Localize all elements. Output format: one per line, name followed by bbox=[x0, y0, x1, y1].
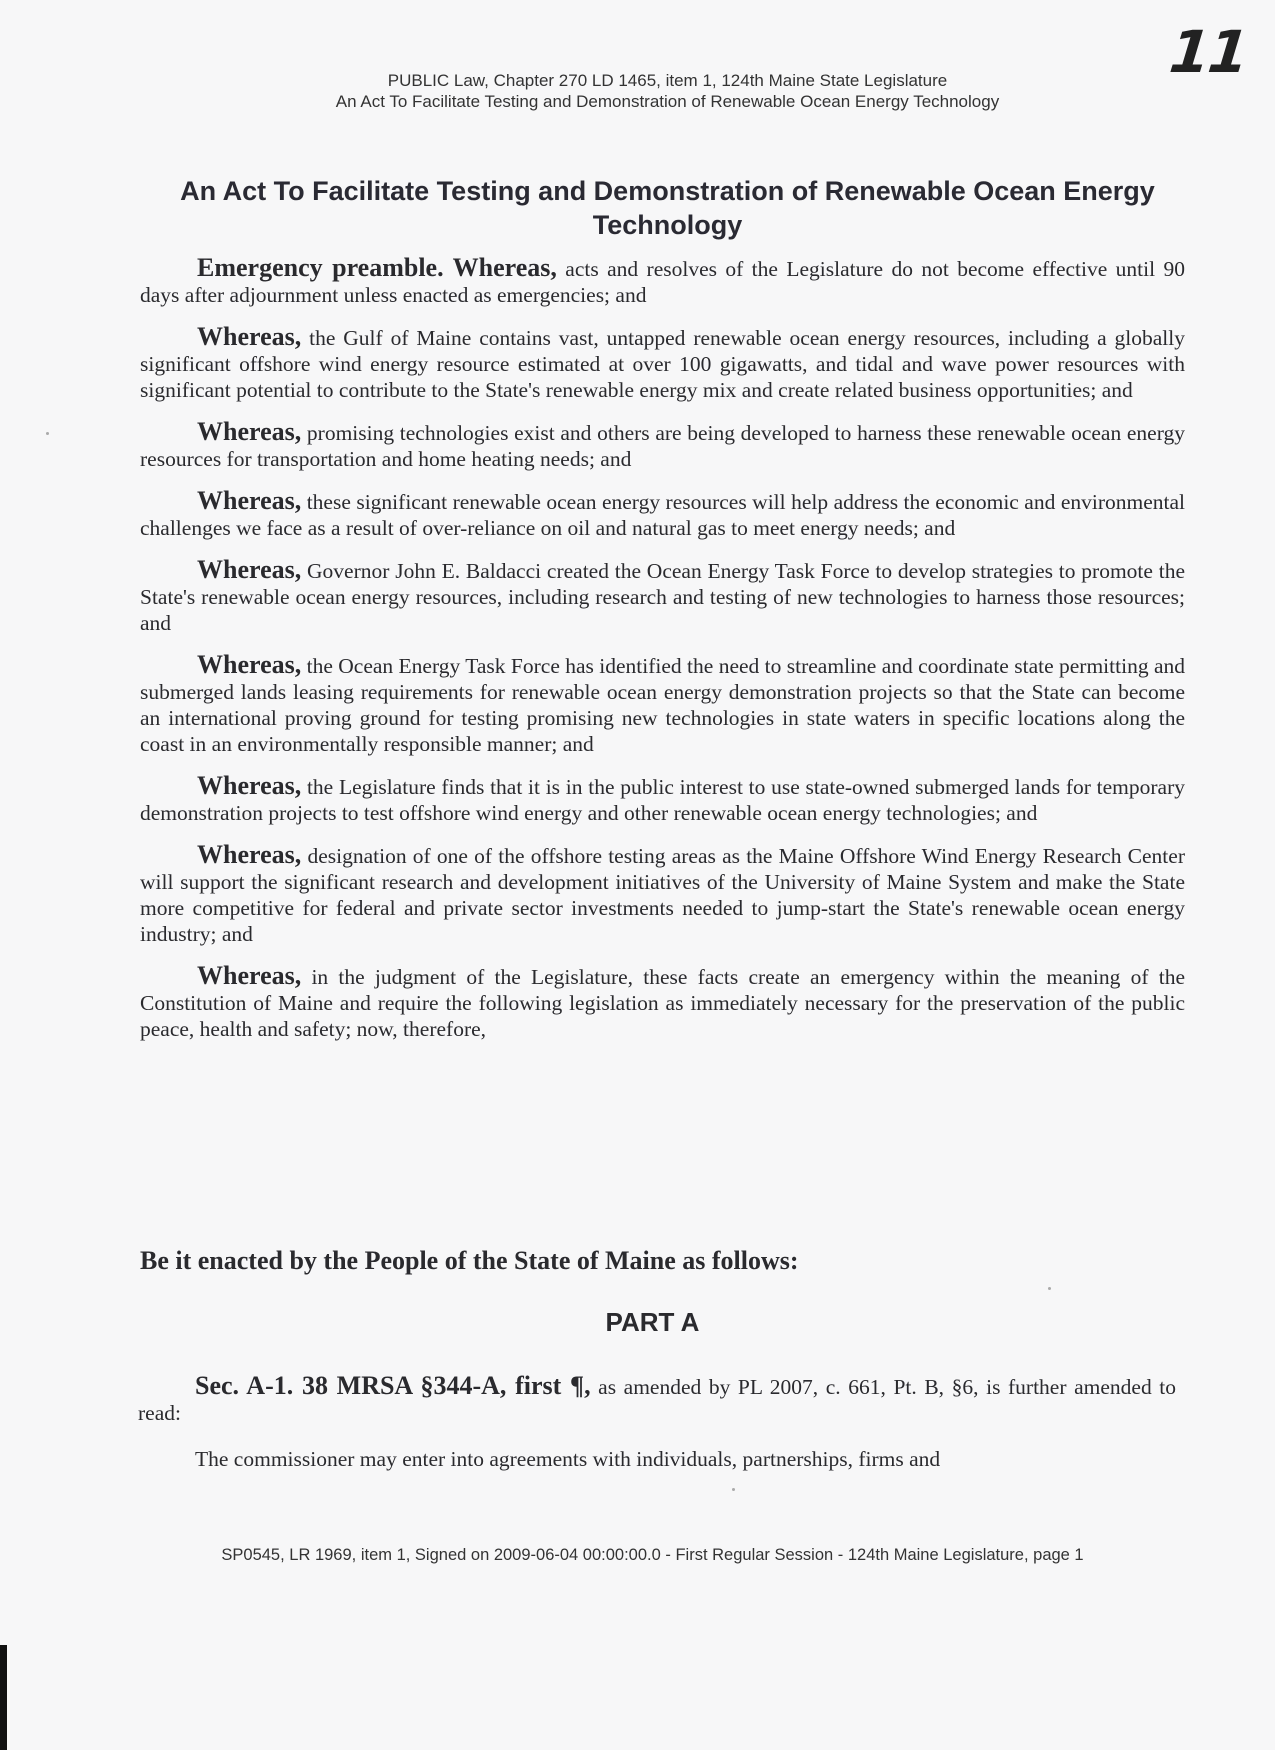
enacting-clause: Be it enacted by the People of the State of Maine as follows: bbox=[140, 1246, 799, 1275]
paragraph-text: the Legislature finds that it is in the public interest to use state-owned submerged lands for temporary demonstration projects to test offshore wind energy and other renewable ocean energy technologies; and bbox=[140, 775, 1185, 825]
paragraph-lead: Whereas, bbox=[197, 840, 302, 869]
paragraph-lead: Whereas, bbox=[197, 771, 302, 800]
scan-speck bbox=[46, 432, 49, 435]
page-footer: SP0545, LR 1969, item 1, Signed on 2009-06-04 00:00:00.0 - First Regular Session - 124th Maine Legislature, page 1 bbox=[221, 1546, 1084, 1564]
preamble-paragraph bbox=[140, 255, 1185, 308]
header-line-2: An Act To Facilitate Testing and Demonstration of Renewable Ocean Energy Technology bbox=[335, 92, 1000, 111]
paragraph-text: promising technologies exist and others are being developed to harness these renewable ocean energy resources for transportation and home heating needs; and bbox=[140, 421, 1185, 471]
scan-speck bbox=[1048, 1287, 1051, 1290]
paragraph-text: acts and resolves of the Legislature do not become effective until 90 days after adjournment unless enacted as emergencies; and bbox=[140, 257, 1185, 307]
preamble-paragraph bbox=[140, 963, 1185, 1042]
paragraph-lead: Whereas, bbox=[197, 961, 302, 990]
section-continuation: The commissioner may enter into agreements with individuals, partnerships, firms and bbox=[195, 1447, 941, 1471]
scan-speck bbox=[732, 1488, 735, 1491]
preamble-paragraph bbox=[140, 773, 1185, 826]
paragraph-lead: Whereas, bbox=[197, 555, 302, 584]
section-lead: Sec. A-1. 38 MRSA §344-A, first ¶, bbox=[195, 1371, 591, 1400]
paragraph-lead: Whereas, bbox=[197, 417, 302, 446]
paragraph-lead: Whereas, bbox=[197, 486, 302, 515]
section-a-1 bbox=[138, 1373, 1176, 1492]
section-text: as amended by PL 2007, c. 661, Pt. B, §6, is further amended to read: bbox=[138, 1375, 1176, 1425]
paragraph-text: these significant renewable ocean energy resources will help address the economic and environmental challenges we face as a result of over-reliance on oil and natural gas to meet energy needs; and bbox=[140, 490, 1185, 540]
preamble-paragraph bbox=[140, 652, 1185, 757]
paragraph-lead: Whereas, bbox=[197, 322, 302, 351]
paragraph-lead: Emergency preamble. Whereas, bbox=[197, 253, 557, 282]
paragraph-lead: Whereas, bbox=[197, 650, 302, 679]
preamble-paragraph bbox=[140, 488, 1185, 541]
handwritten-page-mark: 11 bbox=[1166, 18, 1251, 86]
paragraph-text: Governor John E. Baldacci created the Ocean Energy Task Force to develop strategies to promote the State's renewable ocean energy resources, including research and testing of new technologies to harness those resources; and bbox=[140, 559, 1185, 635]
scan-edge-mark bbox=[0, 1645, 7, 1750]
running-header bbox=[0, 70, 1275, 112]
preamble-paragraph bbox=[140, 419, 1185, 472]
document-title: An Act To Facilitate Testing and Demonstration of Renewable Ocean Energy Technology bbox=[180, 176, 1155, 240]
part-heading: PART A bbox=[605, 1307, 700, 1337]
paragraph-text: designation of one of the offshore testing areas as the Maine Offshore Wind Energy Research Center will support the significant research and development initiatives of the University of Maine System and make the State more competitive for federal and private sector investments needed to jump-start the State's renewable ocean energy industry; and bbox=[140, 844, 1185, 946]
paragraph-text: in the judgment of the Legislature, these facts create an emergency within the meaning of the Constitution of Maine and require the following legislation as immediately necessary for the preservation of the public peace, health and safety; now, therefore, bbox=[140, 965, 1185, 1041]
paragraph-text: the Ocean Energy Task Force has identified the need to streamline and coordinate state permitting and submerged lands leasing requirements for renewable ocean energy demonstration projects so that the State can become an international proving ground for testing promising new technologies in state waters in specific locations along the coast in an environmentally responsible manner; and bbox=[140, 654, 1185, 756]
preamble-paragraph bbox=[140, 324, 1185, 403]
preamble-paragraph bbox=[140, 842, 1185, 947]
preamble-paragraph bbox=[140, 557, 1185, 636]
header-line-1: PUBLIC Law, Chapter 270 LD 1465, item 1, 124th Maine State Legislature bbox=[387, 71, 948, 90]
section-paragraph bbox=[138, 1373, 1176, 1426]
preamble bbox=[140, 255, 1185, 1058]
paragraph-text: the Gulf of Maine contains vast, untapped renewable ocean energy resources, including a globally significant offshore wind energy resource estimated at over 100 gigawatts, and tidal and wave power resources with significant potential to contribute to the State's renewable energy mix and create related business opportunities; and bbox=[140, 326, 1185, 402]
